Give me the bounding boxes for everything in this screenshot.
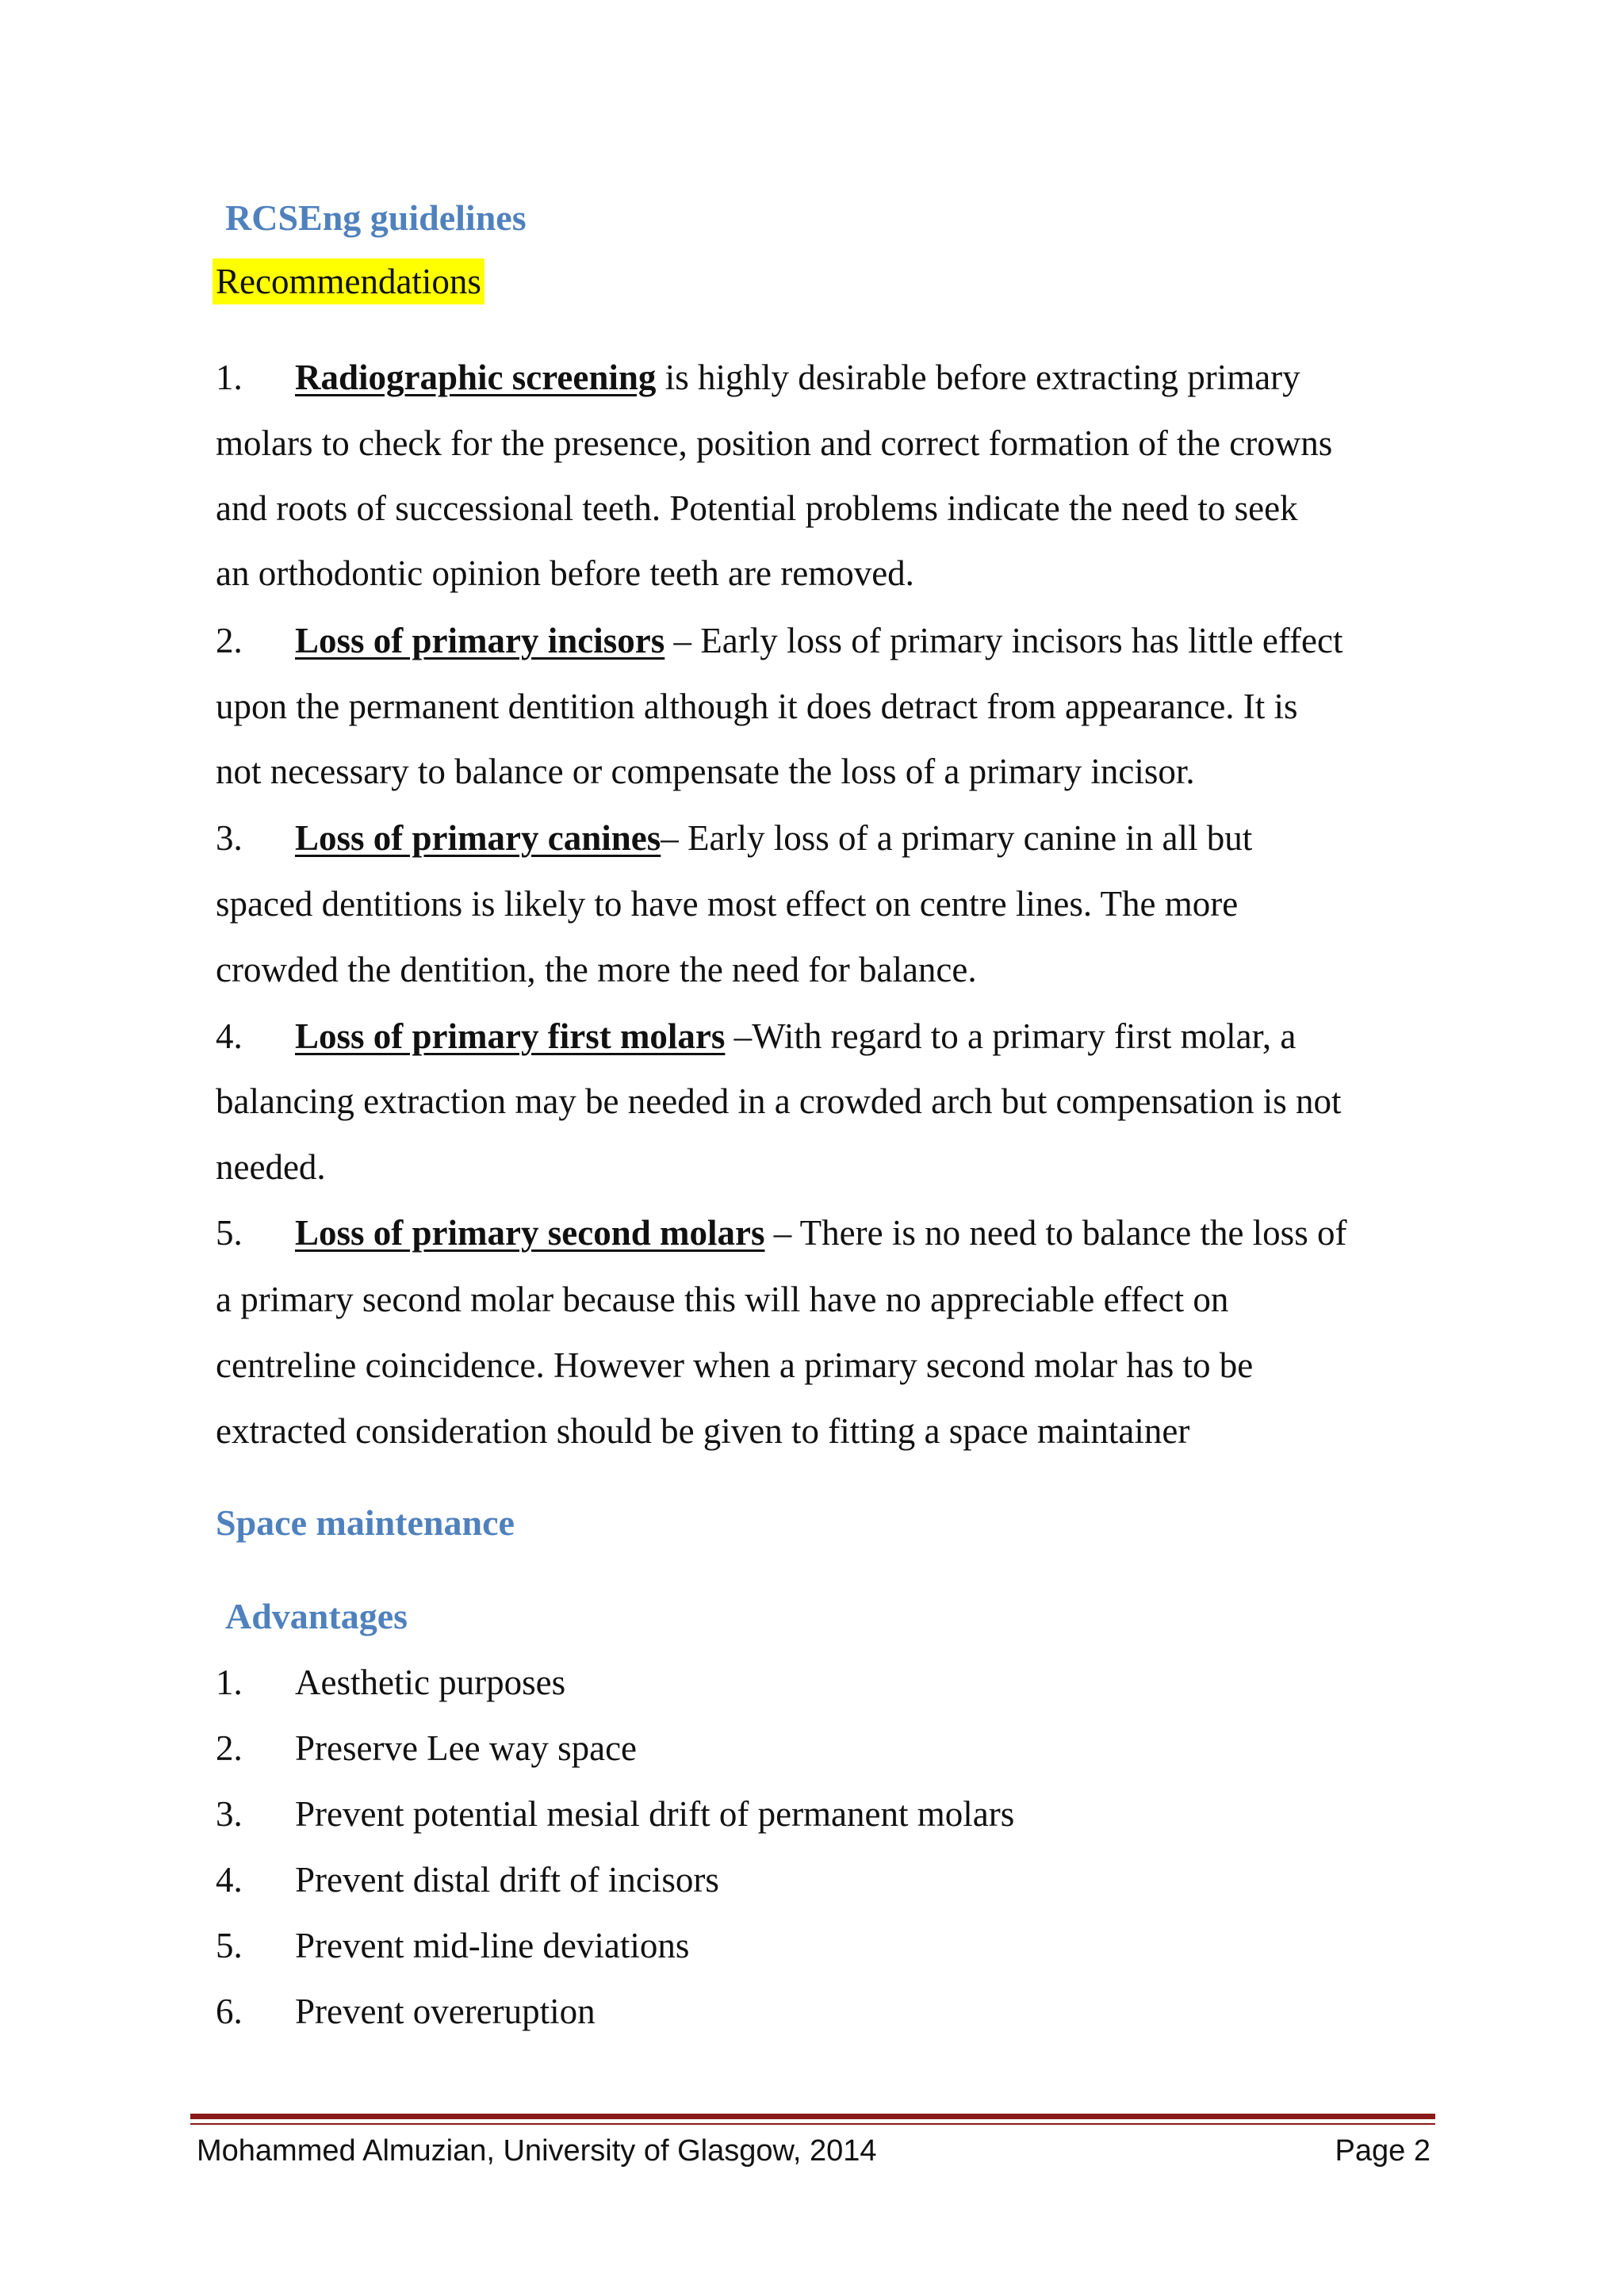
footer-rule: [190, 2114, 1435, 2119]
subheading-recommendations: Recommendations: [213, 258, 485, 304]
keyword: Loss of primary second molars: [295, 1213, 765, 1253]
subheading-advantages: Advantages: [225, 1596, 408, 1636]
list-item: Preserve Lee way space: [295, 1728, 638, 1768]
list-item: Prevent mid-line deviations: [295, 1926, 690, 1965]
list-item: [295, 1210, 1346, 1256]
paragraph-line: not necessary to balance or compensate the loss of a primary incisor.: [216, 752, 1195, 791]
list-item: Prevent overeruption: [295, 1992, 596, 2031]
list-number: 1.: [216, 358, 243, 397]
paragraph-line: needed.: [216, 1147, 326, 1187]
paragraph-line: a primary second molar because this will have no appreciable effect on: [216, 1280, 1229, 1319]
list-number: 6.: [216, 1992, 243, 2031]
keyword: Radiographic screening: [295, 358, 657, 397]
list-number: 2.: [216, 1728, 243, 1768]
text: –With regard to a primary first molar, a: [725, 1016, 1297, 1056]
section-heading-rcseng: RCSEng guidelines: [225, 197, 527, 238]
paragraph-line: extracted consideration should be given to fitting a space maintainer: [216, 1411, 1190, 1451]
paragraph-line: crowded the dentition, the more the need for balance.: [216, 950, 977, 989]
keyword: Loss of primary first molars: [295, 1016, 726, 1056]
list-number: 5.: [216, 1213, 243, 1253]
section-heading-space-maintenance: Space maintenance: [216, 1502, 515, 1543]
paragraph-line: balancing extraction may be needed in a crowded arch but compensation is not: [216, 1081, 1342, 1121]
text: – There is no need to balance the loss of: [764, 1213, 1347, 1253]
list-item: [295, 1013, 1296, 1059]
text: is highly desirable before extracting primary: [656, 358, 1300, 397]
keyword: Loss of primary canines: [295, 818, 661, 858]
keyword: Loss of primary incisors: [295, 621, 665, 660]
list-item: [295, 618, 1342, 664]
list-number: 5.: [216, 1926, 243, 1965]
list-item: Aesthetic purposes: [295, 1663, 566, 1702]
text: – Early loss of a primary canine in all but: [661, 818, 1253, 858]
footer-author: Mohammed Almuzian, University of Glasgow, 2014: [197, 2134, 877, 2168]
list-number: 4.: [216, 1016, 243, 1056]
page-number: Page 2: [1335, 2134, 1431, 2168]
footer-rule-thin: [190, 2123, 1435, 2125]
paragraph-line: centreline coincidence. However when a primary second molar has to be: [216, 1345, 1254, 1385]
paragraph-line: and roots of successional teeth. Potential problems indicate the need to seek: [216, 488, 1298, 528]
list-number: 4.: [216, 1860, 243, 1900]
paragraph-line: an orthodontic opinion before teeth are removed.: [216, 553, 914, 593]
list-item: Prevent potential mesial drift of permanent molars: [295, 1794, 1015, 1834]
list-number: 2.: [216, 621, 243, 660]
paragraph-line: upon the permanent dentition although it does detract from appearance. It is: [216, 687, 1298, 726]
list-number: 1.: [216, 1663, 243, 1702]
paragraph-line: spaced dentitions is likely to have most effect on centre lines. The more: [216, 884, 1239, 924]
list-item: Prevent distal drift of incisors: [295, 1860, 719, 1900]
list-item: [295, 815, 1252, 861]
list-number: 3.: [216, 1794, 243, 1834]
paragraph-line: molars to check for the presence, position and correct formation of the crowns: [216, 423, 1333, 463]
list-item: [295, 354, 1300, 400]
text: – Early loss of primary incisors has little effect: [665, 621, 1343, 660]
list-number: 3.: [216, 818, 243, 858]
